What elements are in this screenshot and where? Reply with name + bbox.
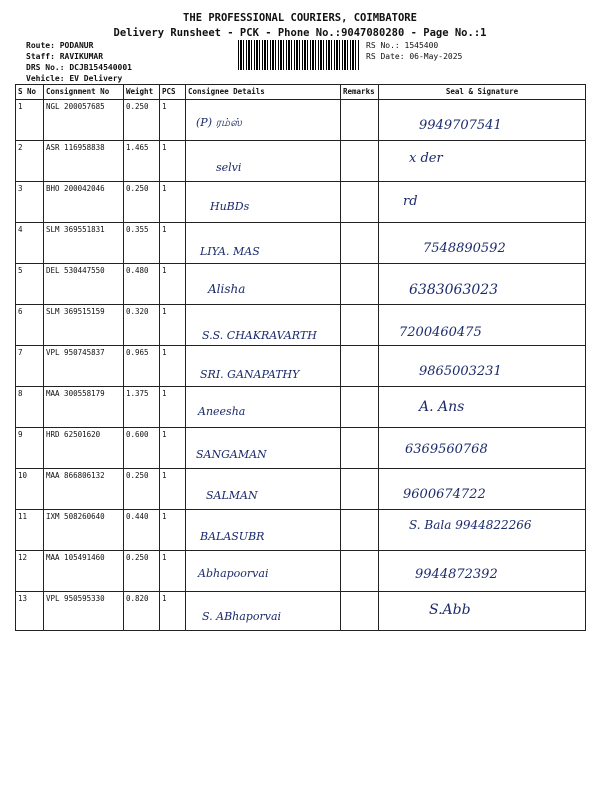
- cell-consignee: [186, 346, 341, 387]
- consignee-handwriting: Aneesha: [198, 405, 246, 418]
- signature-handwriting: 9865003231: [419, 364, 502, 379]
- cell-consignment: SLM 369515159: [44, 305, 124, 346]
- cell-remarks: [341, 305, 379, 346]
- cell-weight: 0.440: [124, 510, 160, 551]
- cell-pcs: 1: [160, 305, 186, 346]
- cell-seal: [379, 469, 586, 510]
- cell-consignee: [186, 428, 341, 469]
- table-row: [16, 182, 586, 223]
- signature-handwriting: 9949707541: [419, 118, 502, 133]
- signature-handwriting: 6369560768: [405, 442, 488, 457]
- cell-pcs: 1: [160, 346, 186, 387]
- consignee-handwriting: Alisha: [208, 282, 246, 296]
- runsheet-meta-left: [26, 40, 132, 84]
- cell-remarks: [341, 100, 379, 141]
- cell-consignee: [186, 264, 341, 305]
- cell-seal: [379, 346, 586, 387]
- cell-remarks: [341, 346, 379, 387]
- signature-handwriting: 9944872392: [415, 567, 498, 582]
- cell-pcs: 1: [160, 182, 186, 223]
- cell-sno: 8: [16, 387, 44, 428]
- cell-pcs: 1: [160, 387, 186, 428]
- cell-sno: 6: [16, 305, 44, 346]
- cell-seal: [379, 510, 586, 551]
- vehicle-label: Vehicle: EV Delivery: [26, 74, 123, 83]
- cell-consignment: IXM 508260640: [44, 510, 124, 551]
- cell-consignee: [186, 551, 341, 592]
- table-row: [16, 346, 586, 387]
- table-row: [16, 510, 586, 551]
- consignee-handwriting: Abhapoorvai: [198, 567, 269, 580]
- cell-consignment: HRD 62501620: [44, 428, 124, 469]
- drs-number: DRS No.: DCJB154540001: [26, 63, 132, 72]
- cell-seal: [379, 223, 586, 264]
- cell-seal: [379, 182, 586, 223]
- cell-seal: [379, 141, 586, 182]
- table-row: [16, 223, 586, 264]
- cell-pcs: 1: [160, 592, 186, 631]
- cell-weight: 0.250: [124, 100, 160, 141]
- consignee-handwriting: S. ABhaporvai: [202, 610, 282, 623]
- cell-sno: 7: [16, 346, 44, 387]
- col-header-weight: Weight: [124, 85, 160, 100]
- signature-handwriting: 6383063023: [409, 282, 499, 298]
- cell-consignment: NGL 200057685: [44, 100, 124, 141]
- cell-remarks: [341, 551, 379, 592]
- cell-pcs: 1: [160, 141, 186, 182]
- cell-consignee: [186, 182, 341, 223]
- cell-seal: [379, 264, 586, 305]
- cell-remarks: [341, 387, 379, 428]
- cell-consignee: [186, 223, 341, 264]
- cell-consignment: ASR 116958838: [44, 141, 124, 182]
- consignee-handwriting: SANGAMAN: [196, 448, 267, 461]
- cell-seal: [379, 387, 586, 428]
- cell-consignment: MAA 300558179: [44, 387, 124, 428]
- route-label: Route: PODANUR: [26, 41, 94, 50]
- cell-sno: 12: [16, 551, 44, 592]
- table-row: [16, 387, 586, 428]
- col-header-consignee: Consignee Details: [186, 85, 341, 100]
- table-row: [16, 592, 586, 631]
- signature-handwriting: 9600674722: [403, 487, 486, 502]
- cell-remarks: [341, 264, 379, 305]
- barcode-image: [238, 40, 360, 70]
- table-row: [16, 551, 586, 592]
- cell-sno: 5: [16, 264, 44, 305]
- table-row: [16, 469, 586, 510]
- cell-consignee: [186, 469, 341, 510]
- consignee-handwriting: HuBDs: [210, 200, 250, 213]
- col-header-seal: Seal & Signature: [379, 85, 586, 100]
- cell-remarks: [341, 141, 379, 182]
- cell-weight: 0.320: [124, 305, 160, 346]
- consignee-handwriting: SALMAN: [206, 489, 258, 502]
- cell-weight: 0.480: [124, 264, 160, 305]
- runsheet-meta-right: [366, 40, 462, 62]
- consignee-handwriting: S.S. CHAKRAVARTH: [202, 329, 317, 342]
- cell-seal: [379, 551, 586, 592]
- cell-weight: 0.250: [124, 469, 160, 510]
- cell-weight: 1.375: [124, 387, 160, 428]
- table-row: [16, 264, 586, 305]
- signature-handwriting: rd: [403, 194, 418, 209]
- col-header-pcs: PCS: [160, 85, 186, 100]
- cell-pcs: 1: [160, 469, 186, 510]
- cell-remarks: [341, 182, 379, 223]
- table-header-row: [16, 85, 586, 100]
- runsheet-table: [15, 84, 586, 631]
- cell-consignee: [186, 141, 341, 182]
- cell-weight: 0.355: [124, 223, 160, 264]
- cell-weight: 0.820: [124, 592, 160, 631]
- cell-sno: 13: [16, 592, 44, 631]
- cell-sno: 4: [16, 223, 44, 264]
- cell-weight: 0.250: [124, 551, 160, 592]
- cell-seal: [379, 305, 586, 346]
- cell-consignee: [186, 100, 341, 141]
- cell-sno: 2: [16, 141, 44, 182]
- signature-handwriting: S. Bala 9944822266: [409, 518, 532, 532]
- signature-handwriting: S.Abb: [429, 602, 471, 618]
- cell-remarks: [341, 428, 379, 469]
- cell-consignment: BHO 200042046: [44, 182, 124, 223]
- cell-weight: 1.465: [124, 141, 160, 182]
- table-row: [16, 428, 586, 469]
- cell-remarks: [341, 469, 379, 510]
- cell-remarks: [341, 223, 379, 264]
- cell-seal: [379, 592, 586, 631]
- cell-seal: [379, 428, 586, 469]
- consignee-handwriting: SRI. GANAPATHY: [200, 368, 300, 381]
- cell-sno: 3: [16, 182, 44, 223]
- signature-handwriting: A. Ans: [419, 399, 465, 415]
- col-header-consignment: Consignment No: [44, 85, 124, 100]
- cell-consignment: MAA 105491460: [44, 551, 124, 592]
- cell-consignee: [186, 592, 341, 631]
- runsheet-subtitle: Delivery Runsheet - PCK - Phone No.:9047080280 - Page No.:1: [113, 27, 487, 39]
- signature-handwriting: 7200460475: [399, 325, 482, 340]
- rs-date: RS Date: 06-May-2025: [366, 52, 463, 61]
- cell-pcs: 1: [160, 100, 186, 141]
- cell-pcs: 1: [160, 428, 186, 469]
- rs-number: RS No.: 1545400: [366, 41, 439, 50]
- cell-pcs: 1: [160, 223, 186, 264]
- cell-pcs: 1: [160, 551, 186, 592]
- cell-sno: 11: [16, 510, 44, 551]
- cell-remarks: [341, 592, 379, 631]
- staff-label: Staff: RAVIKUMAR: [26, 52, 104, 61]
- cell-sno: 10: [16, 469, 44, 510]
- consignee-handwriting: (P) ரம்ஸ்: [196, 116, 242, 129]
- cell-pcs: 1: [160, 510, 186, 551]
- company-title: THE PROFESSIONAL COURIERS, COIMBATORE: [183, 12, 417, 24]
- cell-seal: [379, 100, 586, 141]
- cell-weight: 0.250: [124, 182, 160, 223]
- cell-consignee: [186, 510, 341, 551]
- cell-weight: 0.600: [124, 428, 160, 469]
- consignee-handwriting: BALASUBR: [200, 530, 265, 543]
- cell-pcs: 1: [160, 264, 186, 305]
- cell-consignee: [186, 305, 341, 346]
- cell-consignee: [186, 387, 341, 428]
- cell-consignment: SLM 369551831: [44, 223, 124, 264]
- table-row: [16, 305, 586, 346]
- cell-sno: 1: [16, 100, 44, 141]
- cell-consignment: VPL 950595330: [44, 592, 124, 631]
- cell-sno: 9: [16, 428, 44, 469]
- col-header-sno: S No: [16, 85, 44, 100]
- signature-handwriting: x der: [409, 151, 443, 166]
- cell-remarks: [341, 510, 379, 551]
- table-row: [16, 141, 586, 182]
- cell-consignment: MAA 866806132: [44, 469, 124, 510]
- signature-handwriting: 7548890592: [423, 241, 506, 256]
- cell-consignment: DEL 530447550: [44, 264, 124, 305]
- col-header-remarks: Remarks: [341, 85, 379, 100]
- consignee-handwriting: selvi: [216, 161, 242, 174]
- table-row: [16, 100, 586, 141]
- cell-consignment: VPL 950745837: [44, 346, 124, 387]
- consignee-handwriting: LIYA. MAS: [200, 245, 260, 258]
- cell-weight: 0.965: [124, 346, 160, 387]
